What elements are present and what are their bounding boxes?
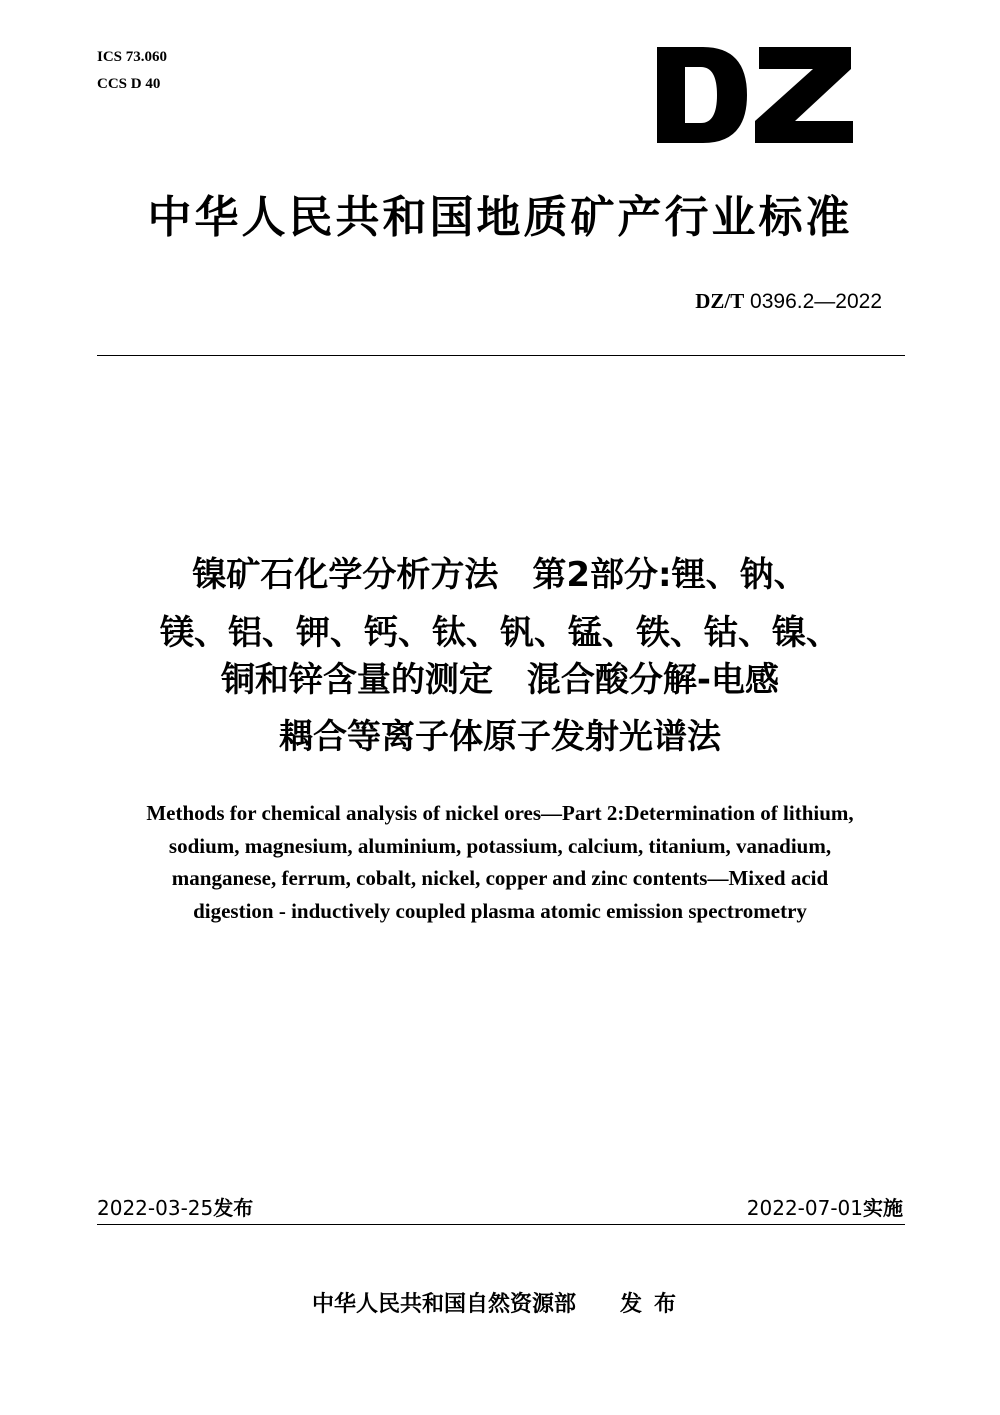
title-en-line-4: digestion - inductively coupled plasma atomic emission spectrometry [193,898,807,923]
effective-label: 实施 [863,1196,903,1220]
title-en-line-3: manganese, ferrum, cobalt, nickel, copper and zinc contents—Mixed acid [171,866,829,890]
issue-date-block [97,1193,253,1223]
effective-date: 2022-07-01 [746,1196,863,1220]
top-divider [97,355,905,356]
title-cn-line-3: 铜和锌含量的测定 混合酸分解-电感 [220,660,780,700]
title-en [80,797,920,927]
title-en-line-1: Methods for chemical analysis of nickel ores—Part 2:Determination of lithium, [146,801,854,825]
dz-logo-mark [655,45,855,145]
title-cn-line-1: 镍矿石化学分析方法 第2部分:锂、钠、 [192,555,808,595]
issuer-action: 发布 [620,1292,689,1317]
title-cn-line-4: 耦合等离子体原子发射光谱法 [279,717,721,757]
issuer-name: 中华人民共和国自然资源部 [311,1292,576,1317]
effective-date-block [747,1193,903,1223]
standard-number [695,287,882,316]
issue-label: 发布 [213,1196,254,1220]
bottom-divider [97,1224,905,1225]
issue-date: 2022-03-25 [97,1196,214,1220]
standard-prefix: DZ/T [695,289,745,313]
header-title: 中华人民共和国地质矿产行业标准 [147,192,853,243]
title-cn-line-2: 镁、铝、钾、钙、钛、钒、锰、铁、钴、镍、 [160,613,840,653]
ics-code: ICS 73.060 [97,49,168,65]
issuer-line [0,1290,1000,1320]
dz-logo [655,45,855,145]
standard-code: 0396.2—2022 [750,290,882,313]
ccs-code: CCS D 40 [97,76,161,92]
title-en-line-2: sodium, magnesium, aluminium, potassium, calcium, titanium, vanadium, [168,833,832,858]
